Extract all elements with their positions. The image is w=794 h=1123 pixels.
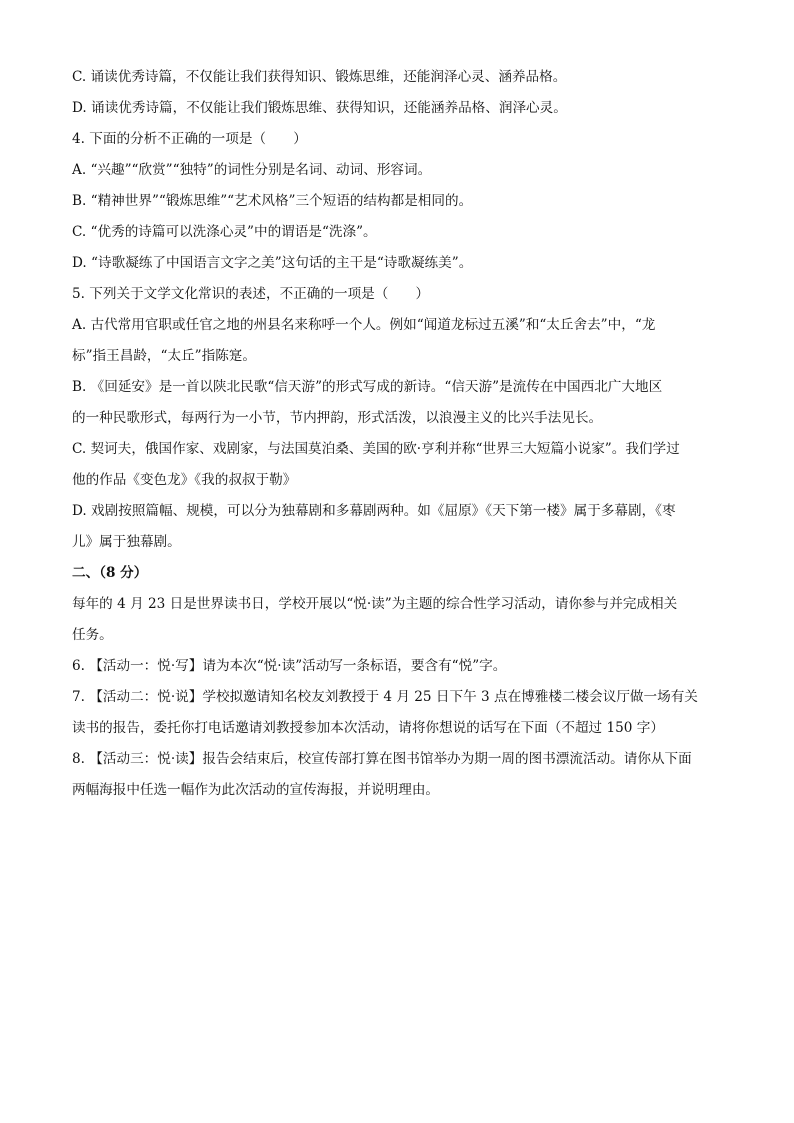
q5-option-b-line-2: 的一种民歌形式，每两行为一小节，节内押韵，形式活泼，以浪漫主义的比兴手法见长。 <box>72 410 603 426</box>
document-body <box>72 62 728 806</box>
question-8-line-2: 两幅海报中任选一幅作为此次活动的宣传海报，并说明理由。 <box>72 782 440 798</box>
section-2-intro-line-1: 每年的 4 月 23 日是世界读书日，学校开展以“悦·读”为主题的综合性学习活动，请你参与并完成相关 <box>72 596 678 612</box>
question-6: 6. 【活动一：悦·写】请为本次“悦·读”活动写一条标语，要含有“悦”字。 <box>72 658 507 674</box>
q5-option-d-line-1: D. 戏剧按照篇幅、规模，可以分为独幕剧和多幕剧两种。如《屈原》《天下第一楼》属于多幕剧，《枣 <box>72 503 676 519</box>
question-5-stem: 5. 下列关于文学文化常识的表述，不正确的一项是（ ） <box>72 286 430 302</box>
q5-option-d-line-2: 儿》属于独幕剧。 <box>72 534 181 550</box>
q5-option-c-line-2: 他的作品《变色龙》《我的叔叔于勒》 <box>72 472 297 488</box>
option-d-line: D. 诵读优秀诗篇，不仅能让我们锻炼思维、获得知识，还能涵养品格、润泽心灵。 <box>72 100 567 116</box>
section-2-intro-line-2: 任务。 <box>72 627 113 643</box>
q5-option-a-line-2: 标”指王昌龄，“太丘”指陈寔。 <box>72 348 256 364</box>
q4-option-c: C. “优秀的诗篇可以洗涤心灵”中的谓语是“洗涤”。 <box>72 224 377 240</box>
q4-option-b: B. “精神世界”“锻炼思维”“艺术风格”三个短语的结构都是相同的。 <box>72 193 473 209</box>
section-2-title: 二、（8 分） <box>72 565 148 581</box>
q5-option-c-line-1: C. 契诃夫，俄国作家、戏剧家，与法国莫泊桑、美国的欧·亨利并称“世界三大短篇小说家”。我们学过 <box>72 441 680 457</box>
q4-option-a: A. “兴趣”“欣赏”“独特”的词性分别是名词、动词、形容词。 <box>72 162 432 178</box>
q4-option-d: D. “诗歌凝练了中国语言文字之美”这句话的主干是“诗歌凝练美”。 <box>72 255 473 271</box>
question-7-line-2: 读书的报告，委托你打电话邀请刘教授参加本次活动，请将你想说的话写在下面（不超过 150 字） <box>72 720 664 736</box>
option-c-line: C. 诵读优秀诗篇，不仅能让我们获得知识、锻炼思维，还能润泽心灵、涵养品格。 <box>72 69 567 85</box>
question-7-line-1: 7. 【活动二：悦·说】学校拟邀请知名校友刘教授于 4 月 25 日下午 3 点在博雅楼二楼会议厅做一场有关 <box>72 689 698 705</box>
question-8-line-1: 8. 【活动三：悦·读】报告会结束后，校宣传部打算在图书馆举办为期一周的图书漂流活动。请你从下面 <box>72 751 692 767</box>
q5-option-b-line-1: B. 《回延安》是一首以陕北民歌“信天游”的形式写成的新诗。“信天游”是流传在中国西北广大地区 <box>72 379 663 395</box>
q5-option-a-line-1: A. 古代常用官职或任官之地的州县名来称呼一个人。例如“闻道龙标过五溪”和“太丘舍去”中，“龙 <box>72 317 656 333</box>
question-4-stem: 4. 下面的分析不正确的一项是（ ） <box>72 131 307 147</box>
